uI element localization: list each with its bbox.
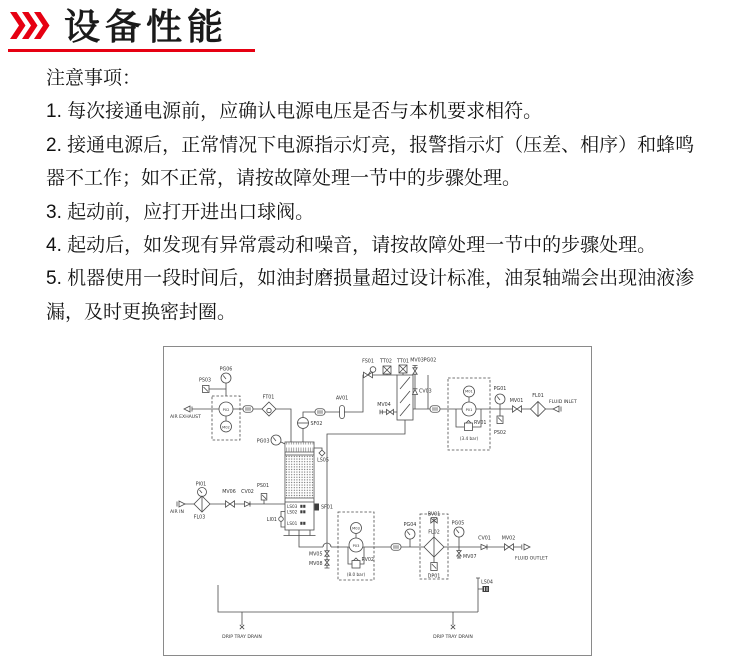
diagram-label-cv02: CV02 xyxy=(241,490,254,495)
diagram-label-ps01: PS01 xyxy=(256,484,270,489)
cv01-check-valve xyxy=(481,544,487,549)
mv05-valve xyxy=(325,551,329,556)
diagram-label-pg06: PG06 xyxy=(219,367,233,373)
diagram-label-p03: P03 xyxy=(352,543,360,548)
diagram-label-pg01: PG01 xyxy=(493,387,507,392)
diagram-label-m01: M01 xyxy=(465,389,473,394)
drain-x-mark xyxy=(451,625,455,629)
diagram-label-ps02: PS02 xyxy=(493,431,507,436)
diagram-label-fl03: FL03 xyxy=(193,515,206,521)
flex-connector xyxy=(315,409,325,416)
fl03-filter xyxy=(194,496,210,512)
pg06-gauge xyxy=(221,373,231,383)
flex-connector xyxy=(391,544,401,551)
diagram-label-mv02: MV02 xyxy=(501,536,516,542)
mv08-valve xyxy=(325,560,329,565)
note-item: 4. 起动后，如发现有异常震动和噪音，请按故障处理一节中的步骤处理。 xyxy=(46,235,657,257)
diagram-label-ls04: LS04 xyxy=(481,580,493,586)
diagram-label-fluid-inlet: FLUID INLET xyxy=(549,400,577,405)
diagram-label-pi01: PI01 xyxy=(195,482,207,488)
diagram-label-av01: AV01 xyxy=(335,396,349,402)
notes-heading: 注意事项： xyxy=(46,68,142,89)
diagram-label-cv03: CV03 xyxy=(419,389,432,395)
note-item: 1. 每次接通电源前，应确认电源电压是否与本机要求相符。 xyxy=(46,101,543,123)
flex-connector xyxy=(243,406,253,413)
note-item: 5. 机器使用一段时间后，如油封磨损量超过设计标准，油泵轴端会出现油液渗漏，及时更换密封圈。 xyxy=(46,268,695,323)
diagram-label-mv06: MV06 xyxy=(222,490,236,495)
cv02-check-valve xyxy=(245,501,251,506)
ls05-switch xyxy=(319,450,325,456)
pid-diagram-svg xyxy=(163,346,592,656)
diagram-label-cv01: CV01 xyxy=(478,536,491,542)
diagram-label-m02: M02 xyxy=(222,425,230,430)
diagram-label-tt01: TT01 xyxy=(397,359,409,365)
mv04-valve xyxy=(380,409,394,414)
diagram-label-drip-right: DRIP TRAY DRAIN xyxy=(433,635,473,640)
mv01-valve xyxy=(513,406,522,412)
pipe-lines xyxy=(185,366,555,626)
diagram-label-mv07: MV07 xyxy=(463,555,477,560)
diagram-label-ls03: LS03 xyxy=(287,503,298,509)
rv01-relief-valve xyxy=(465,421,473,431)
diagram-label-mv04: MV04 xyxy=(377,403,391,408)
note-item: 3. 起动前，应打开进出口球阀。 xyxy=(46,201,315,223)
rv02-relief-valve xyxy=(352,558,360,568)
diagram-label-ft01: FT01 xyxy=(262,395,275,401)
diagram-label-air-in: AIR IN xyxy=(170,510,184,515)
fluid-inlet-arrow xyxy=(553,406,561,412)
title-underline xyxy=(8,49,255,52)
ps02-switch xyxy=(497,416,503,424)
diagram-label-ls02: LS02 xyxy=(287,509,298,515)
pg04-gauge xyxy=(405,529,415,539)
diagram-label-p02: P02 xyxy=(222,407,230,412)
diagram-label-sf01: SF01 xyxy=(321,505,333,511)
fluid-outlet-arrow xyxy=(522,544,530,550)
diagram-label-bv01: BV01 xyxy=(427,512,441,518)
diagram-label-pg02: PG02 xyxy=(423,358,437,364)
li01-indicator xyxy=(279,517,284,522)
mv06-valve xyxy=(226,501,235,507)
fs01-flow-switch xyxy=(364,367,376,378)
diagram-label-rv01-set: (3.4 bar) xyxy=(459,436,479,441)
diagram-label-ps03: PS03 xyxy=(198,378,212,384)
sf02-element xyxy=(298,418,309,429)
diagram-label-drip-left: DRIP TRAY DRAIN xyxy=(222,635,262,640)
diagram-label-m03: M03 xyxy=(352,526,360,531)
note-item: 2. 接通电源后，正常情况下电源指示灯亮，报警指示灯（压差、相序）和蜂鸣器不工作；如不正常，请按故障处理一节中的步骤处理。 xyxy=(46,134,695,190)
diagram-label-air-exhaust: AIR EXHAUST xyxy=(170,415,201,420)
drain-x-mark xyxy=(240,625,244,629)
separator-column xyxy=(279,442,325,530)
ft01-flow-element xyxy=(262,402,276,416)
air-in-arrow xyxy=(177,501,185,507)
diagram-label-sf02: SF02 xyxy=(310,422,323,427)
pg01-gauge xyxy=(495,394,505,404)
pid-diagram xyxy=(163,346,592,656)
diagram-label-rv02: RV02 xyxy=(361,558,374,563)
diagram-label-mv03: MV03 xyxy=(410,358,424,364)
air-exhaust-arrow xyxy=(184,406,192,412)
ls04-switch xyxy=(483,586,490,592)
page-title: 设备性能 xyxy=(64,6,229,47)
diagram-label-pg05: PG05 xyxy=(451,521,465,527)
diagram-label-rv01: RV01 xyxy=(474,421,487,426)
fl01-filter xyxy=(531,402,546,417)
diagram-label-pg04: PG04 xyxy=(403,523,417,528)
diagram-label-dp01: DP01 xyxy=(427,574,441,580)
tt02-transmitter xyxy=(383,366,391,375)
diagram-label-mv08: MV08 xyxy=(308,562,323,567)
triple-chevron-right-icon xyxy=(10,12,50,39)
diagram-border xyxy=(164,347,592,656)
diagram-label-fl02: FL02 xyxy=(428,530,440,536)
fl02-filter xyxy=(424,537,444,557)
diagram-label-pg03: PG03 xyxy=(256,439,270,445)
notes-section xyxy=(46,62,701,329)
diagram-label-mv05: MV05 xyxy=(308,552,323,558)
pg05-gauge xyxy=(454,527,464,537)
diagram-label-tt02: TT02 xyxy=(380,359,392,365)
mv02-valve xyxy=(505,544,514,550)
diagram-label-p01: P01 xyxy=(465,407,473,412)
ps01-switch xyxy=(261,494,267,501)
ps03-switch xyxy=(203,386,210,393)
diagram-label-fluid-outlet: FLUID OUTLET xyxy=(515,556,548,562)
av01-inline-filter xyxy=(340,406,345,419)
heat-exchanger xyxy=(397,375,413,420)
diagram-label-fs01: FS01 xyxy=(362,359,374,365)
pg03-gauge xyxy=(271,435,281,445)
tt01-transmitter xyxy=(399,365,407,375)
pi01-gauge xyxy=(198,488,207,497)
flex-connector xyxy=(430,406,440,413)
diagram-label-li01: LI01 xyxy=(266,517,277,523)
sf01-switch xyxy=(315,504,320,511)
mv03-valve xyxy=(413,368,417,374)
diagram-label-ls01: LS01 xyxy=(287,520,298,526)
diagram-label-rv02-set: (8.0 bar) xyxy=(346,572,366,577)
diagram-label-ls05: LS05 xyxy=(317,458,329,464)
dp01-element xyxy=(431,563,437,571)
diagram-label-mv01: MV01 xyxy=(509,399,524,404)
diagram-label-fl01: FL01 xyxy=(532,394,544,399)
